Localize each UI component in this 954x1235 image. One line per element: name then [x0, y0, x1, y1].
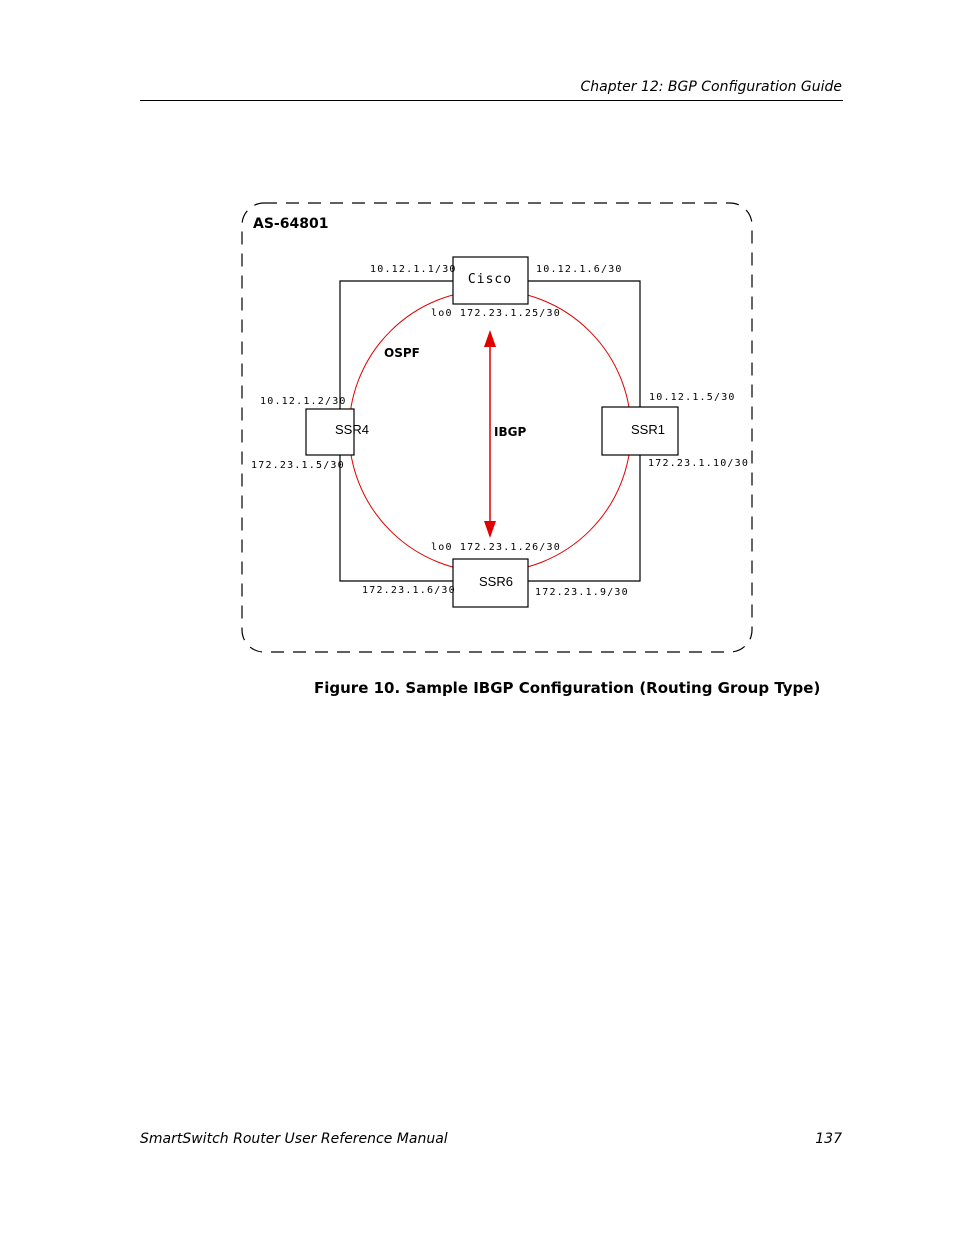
- addr-cisco-left: 10.12.1.1/30: [370, 264, 457, 275]
- router-ssr4-name: SSR4: [335, 422, 369, 437]
- link-ssr4-ssr6: [340, 455, 453, 581]
- router-cisco-name: Cisco: [467, 272, 513, 287]
- running-header: Chapter 12: BGP Configuration Guide: [580, 79, 842, 95]
- link-ssr1-ssr6: [528, 455, 640, 581]
- ospf-label: OSPF: [384, 346, 420, 360]
- as-label: AS-64801: [253, 216, 329, 232]
- addr-ssr1-top: 10.12.1.5/30: [649, 392, 736, 403]
- router-ssr6-name: SSR6: [479, 574, 513, 589]
- addr-ssr4-bottom: 172.23.1.5/30: [251, 460, 345, 471]
- addr-cisco-loopback: lo0 172.23.1.25/30: [431, 308, 561, 319]
- page-number: 137: [815, 1131, 842, 1147]
- addr-ssr1-bottom: 172.23.1.10/30: [648, 458, 750, 469]
- addr-ssr6-loopback: lo0 172.23.1.26/30: [431, 542, 561, 553]
- addr-cisco-right: 10.12.1.6/30: [536, 264, 623, 275]
- addr-ssr6-right: 172.23.1.9/30: [535, 587, 629, 598]
- link-cisco-ssr1: [528, 281, 640, 407]
- ibgp-arrow-head-up: [484, 330, 496, 347]
- footer-manual-title: SmartSwitch Router User Reference Manual: [140, 1131, 448, 1147]
- ibgp-arrow-head-down: [484, 521, 496, 538]
- figure-caption: Figure 10. Sample IBGP Configuration (Routing Group Type): [314, 679, 821, 697]
- router-ssr1-name: SSR1: [631, 422, 665, 437]
- addr-ssr4-top: 10.12.1.2/30: [260, 396, 347, 407]
- ibgp-label: IBGP: [494, 425, 527, 439]
- addr-ssr6-left: 172.23.1.6/30: [362, 585, 456, 596]
